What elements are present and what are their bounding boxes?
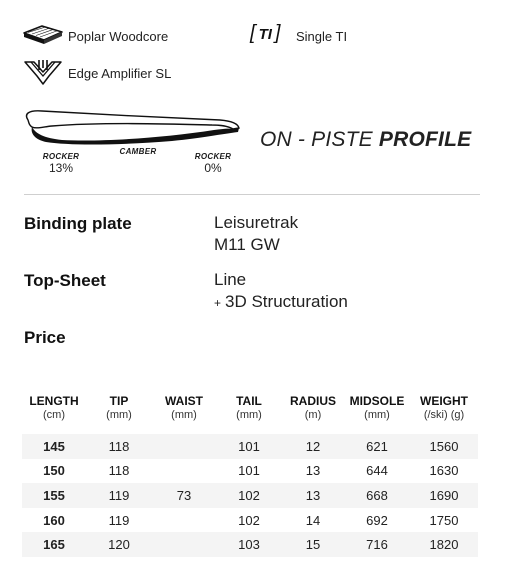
cell-tail: 102: [216, 483, 282, 508]
cell-midsole: 716: [344, 532, 410, 557]
cell-tail: 103: [216, 532, 282, 557]
cell-length: 150: [43, 463, 65, 479]
feature-ti-label: Single TI: [296, 29, 348, 44]
cell-tip: 118: [108, 463, 130, 479]
specs-table: [22, 394, 478, 557]
cell-midsole: 668: [344, 483, 410, 508]
ti-badge-icon: [ TI ]: [250, 22, 281, 44]
rocker-back-label: ROCKER: [194, 152, 232, 161]
table-row: [22, 508, 478, 533]
cell-tail: 102: [238, 512, 260, 528]
cell-midsole: 621: [344, 434, 410, 459]
cell-radius: 12: [282, 434, 344, 459]
rocker-front-value: 13%: [48, 161, 74, 175]
table-row: [22, 459, 478, 484]
feature-edge-label: Edge Amplifier SL: [68, 66, 172, 81]
cell-radius: 13: [305, 463, 321, 479]
cell-radius: 13: [282, 483, 344, 508]
spec-label-binding-plate: Binding plate: [24, 214, 132, 233]
spec-label-price: Price: [24, 328, 66, 347]
cell-tip: 119: [86, 483, 152, 508]
cell-midsole: 692: [366, 512, 388, 528]
edge-amplifier-icon: [22, 58, 64, 88]
cell-weight: 1750: [429, 512, 459, 528]
cell-tail: 101: [238, 463, 260, 479]
cell-waist: [152, 532, 216, 557]
cell-length: 165: [22, 532, 86, 557]
column-header-weight: WEIGHT (/ski) (g): [420, 394, 468, 421]
cell-weight: 1560: [410, 434, 478, 459]
feature-woodcore-label: Poplar Woodcore: [68, 29, 169, 44]
cell-waist: 73: [152, 483, 216, 508]
spec-value-top-sheet: [214, 269, 348, 314]
table-row: [22, 532, 478, 557]
cell-length: 155: [22, 483, 86, 508]
profile-title-light: ON - PISTE: [260, 128, 373, 151]
column-header-radius: RADIUS (m): [289, 394, 336, 421]
cell-radius: 15: [282, 532, 344, 557]
table-row: [22, 434, 478, 459]
cell-waist: [152, 508, 216, 533]
cell-length: 160: [43, 512, 65, 528]
plus-prefix: +: [214, 296, 222, 310]
spec-value-line: Line: [214, 270, 247, 289]
ski-profile-diagram: [22, 104, 244, 148]
spec-value-binding-plate: [214, 212, 298, 256]
spec-value-line: [214, 291, 348, 314]
cell-tail: 101: [216, 434, 282, 459]
table-row: [22, 483, 478, 508]
cell-waist: [152, 459, 216, 484]
spec-value-line: M11 GW: [214, 235, 280, 254]
spec-value-line: Leisuretrak: [214, 213, 299, 232]
spec-label-top-sheet: Top-Sheet: [24, 271, 106, 290]
rocker-back-value: 0%: [204, 161, 222, 175]
column-header-midsole: MIDSOLE (mm): [349, 394, 405, 421]
section-divider: [24, 194, 480, 195]
column-header-waist: WAIST (mm): [165, 394, 203, 421]
cell-tip: 120: [86, 532, 152, 557]
camber-label: CAMBER: [119, 147, 157, 156]
cell-waist: [152, 434, 216, 459]
cell-weight: 1820: [410, 532, 478, 557]
ti-badge-text: TI: [258, 26, 272, 43]
cell-weight: 1630: [429, 463, 459, 479]
cell-length: 145: [22, 434, 86, 459]
table-header-row: [22, 394, 478, 422]
column-header-length: LENGTH (cm): [29, 394, 79, 421]
cell-radius: 14: [305, 512, 321, 528]
profile-title: [260, 128, 471, 152]
woodcore-icon: [22, 24, 64, 46]
column-header-tail: TAIL (mm): [236, 394, 262, 421]
cell-midsole: 644: [366, 463, 388, 479]
cell-weight: 1690: [410, 483, 478, 508]
rocker-front-label: ROCKER: [42, 152, 80, 161]
cell-tip: 119: [108, 512, 130, 528]
cell-tip: 118: [86, 434, 152, 459]
profile-title-bold: PROFILE: [378, 128, 472, 151]
column-header-tip: TIP (mm): [106, 394, 132, 421]
spec-value-text: 3D Structuration: [225, 292, 348, 311]
